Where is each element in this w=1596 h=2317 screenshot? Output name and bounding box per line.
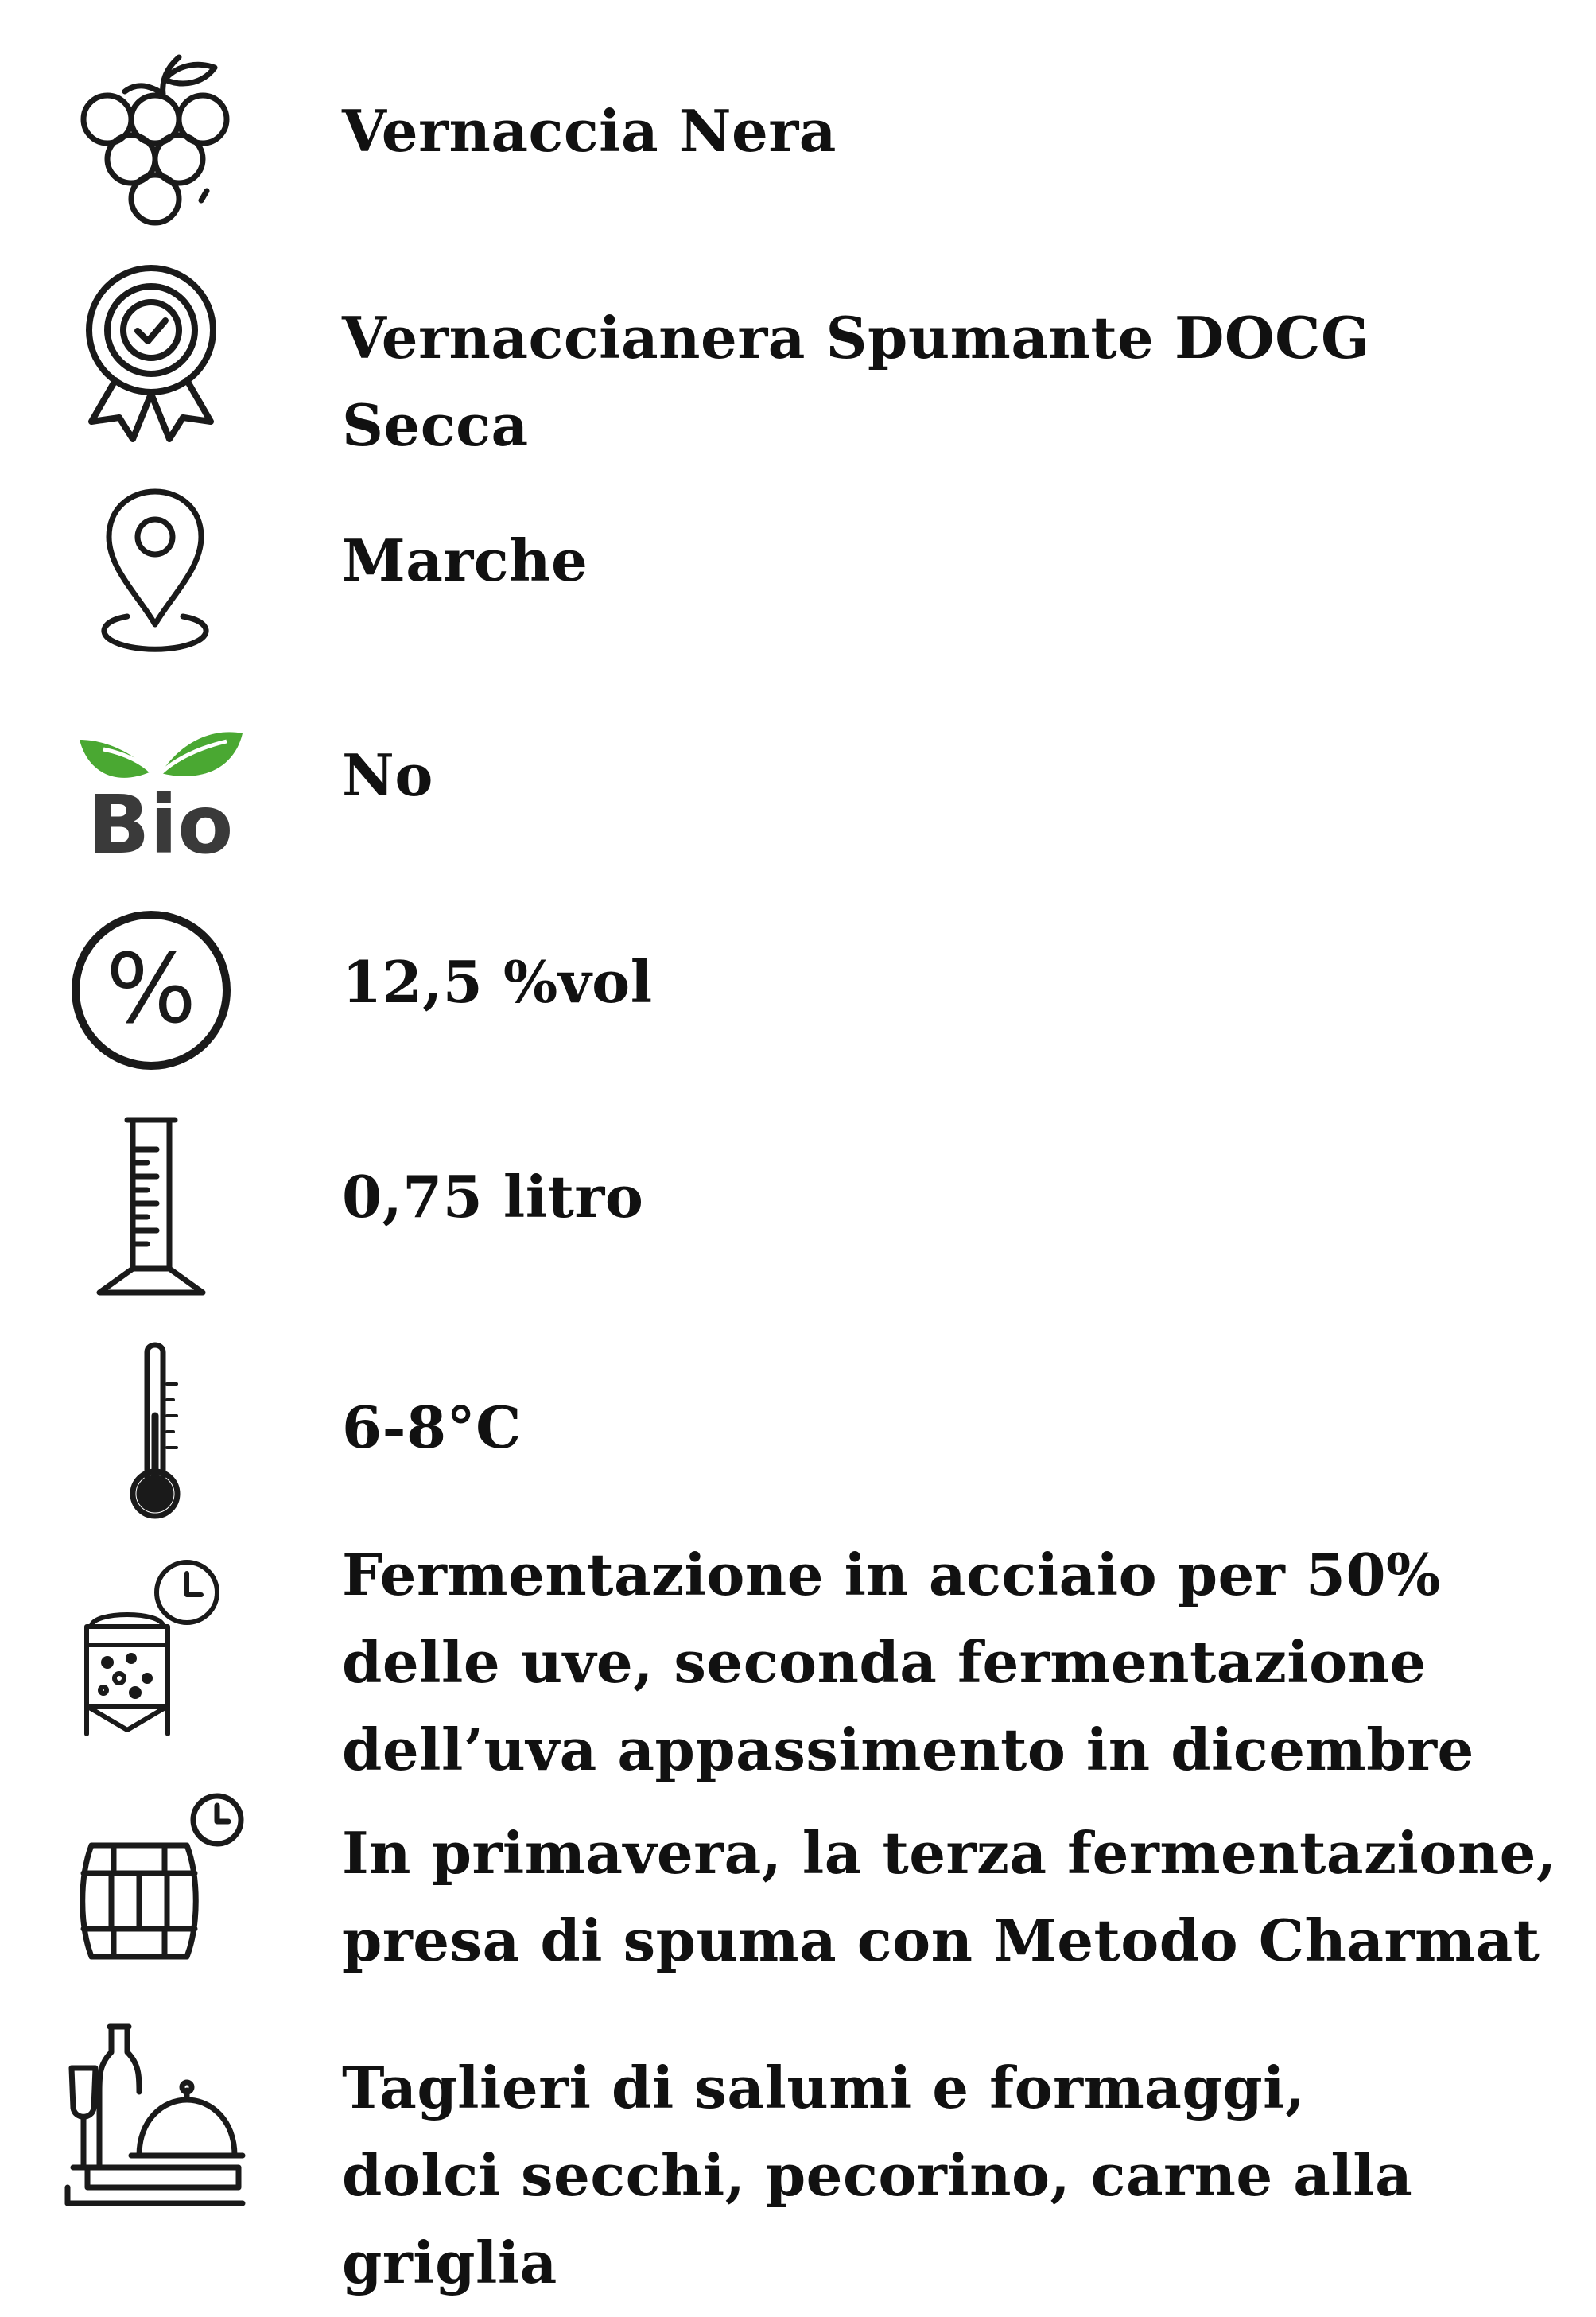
fermentation-description: Fermentazione in acciaio per 50% delle uve, seconda fermentazione dell’uva appassimento in dicembre [342,1541,1474,1783]
grape-variety: Vernaccia Nera [342,97,837,165]
map-pin-icon [91,485,219,656]
award-badge-icon [76,262,227,445]
alcohol-content: 12,5 %vol [342,948,653,1016]
serving-temperature: 6-8°C [342,1394,522,1461]
organic-status: No [342,741,433,809]
region: Marche [342,527,588,594]
bottle-volume: 0,75 litro [342,1163,644,1230]
bio-leaf-icon [72,684,250,859]
graduated-cylinder-icon [91,1114,211,1300]
percent-circle-icon [68,907,235,1074]
food-pairing: Taglieri di salumi e formaggi, dolci secchi, pecorino, carne alla griglia [342,2054,1413,2296]
aging-description: In primavera, la terza fermentazione, presa di spuma con Metodo Charmat [342,1819,1557,1974]
barrel-clock-icon [76,1790,247,1973]
denomination: Vernaccianera Spumante DOCG Secca [342,304,1370,459]
fermentation-tank-clock-icon [76,1551,227,1738]
food-pairing-icon [64,2020,247,2211]
grapes-icon [68,48,243,239]
thermometer-icon [119,1336,191,1523]
bio-logo-text: Bio [87,778,234,859]
svg-text:%: % [105,935,197,1045]
